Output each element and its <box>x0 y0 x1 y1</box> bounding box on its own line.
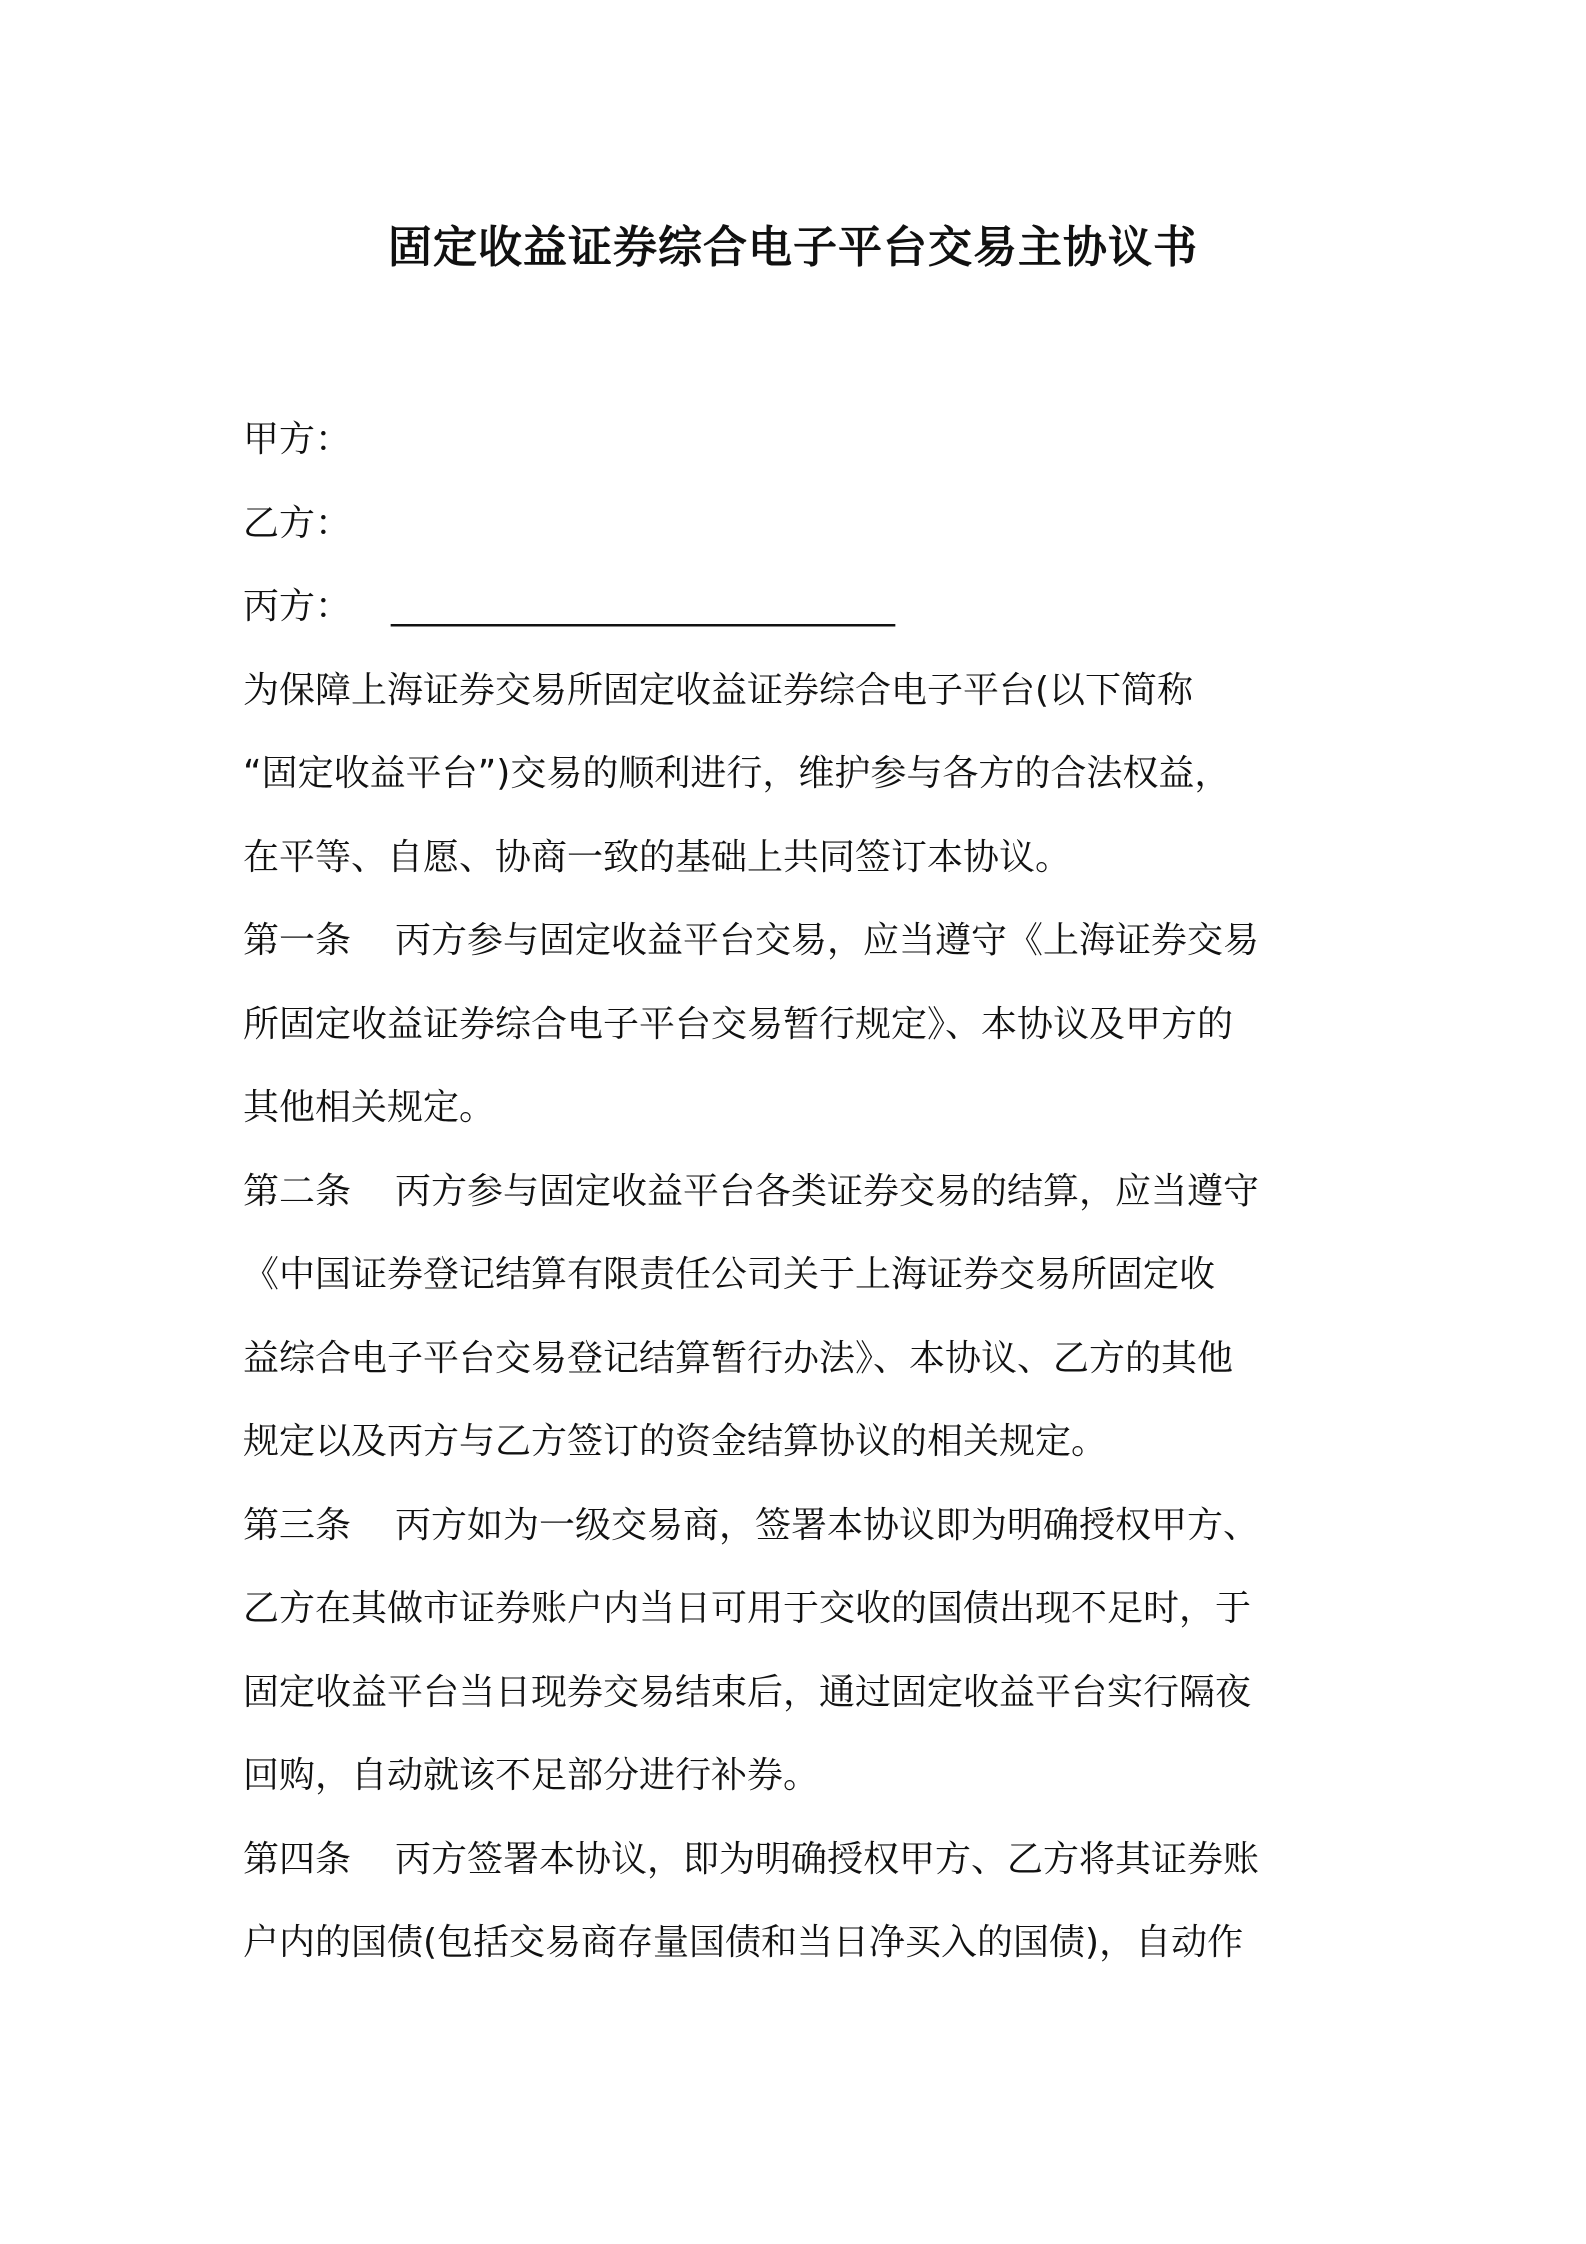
article-4-line: 户内的国债(包括交易商存量国债和当日净买入的国债)，自动作 <box>243 1922 1244 1963</box>
article-3-first-line <box>243 1484 1355 1568</box>
article-1-line: 其他相关规定。 <box>243 1087 496 1128</box>
article-2-line: 《中国证券登记结算有限责任公司关于上海证券交易所固定收 <box>243 1254 1216 1295</box>
article-1-line: 所固定收益证券综合电子平台交易暂行规定》、本协议及甲方的 <box>243 1003 1234 1045</box>
article-2-line: 规定以及丙方与乙方签订的资金结算协议的相关规定。 <box>243 1421 1108 1462</box>
document-body <box>243 398 1355 1985</box>
party-line-c <box>243 565 1355 649</box>
preamble-line: 为保障上海证券交易所固定收益证券综合电子平台(以下简称 <box>243 669 1194 711</box>
article-4-text: 丙方签署本协议，即为明确授权甲方、乙方将其证券账 <box>395 1838 1260 1880</box>
preamble-line: “固定收益平台”)交易的顺利进行，维护参与各方的合法权益， <box>243 753 1231 794</box>
article-1-first-line <box>243 899 1355 983</box>
article-4-number: 第四条 <box>243 1838 352 1880</box>
article-2-first-line <box>243 1150 1355 1234</box>
article-3-number: 第三条 <box>243 1504 352 1546</box>
party-a-label: 甲方： <box>243 419 352 460</box>
article-1-text: 丙方参与固定收益平台交易，应当遵守《上海证券交易 <box>395 920 1260 961</box>
article-2-number: 第二条 <box>243 1170 352 1212</box>
article-3-line: 固定收益平台当日现券交易结束后，通过固定收益平台实行隔夜 <box>243 1671 1252 1713</box>
preamble-line: 在平等、自愿、协商一致的基础上共同签订本协议。 <box>243 836 1072 878</box>
article-1-number: 第一条 <box>243 920 352 961</box>
article-2-line: 益综合电子平台交易登记结算暂行办法》、本协议、乙方的其他 <box>243 1337 1234 1379</box>
article-3-line: 乙方在其做市证券账户内当日可用于交收的国债出现不足时，于 <box>243 1588 1252 1629</box>
party-line-b <box>243 482 1355 566</box>
article-3-text: 丙方如为一级交易商，签署本协议即为明确授权甲方、 <box>395 1504 1260 1546</box>
party-line-a <box>243 398 1355 482</box>
article-3-line: 回购，自动就该不足部分进行补券。 <box>243 1755 820 1796</box>
party-b-label: 乙方： <box>243 502 352 544</box>
article-2-text: 丙方参与固定收益平台各类证券交易的结算，应当遵守 <box>395 1170 1260 1212</box>
document-title: 固定收益证券综合电子平台交易主协议书 <box>388 222 1198 273</box>
article-4-first-line <box>243 1818 1355 1902</box>
party-c-label: 丙方： <box>243 586 352 627</box>
party-c-blank: ____________________________ <box>391 586 896 627</box>
